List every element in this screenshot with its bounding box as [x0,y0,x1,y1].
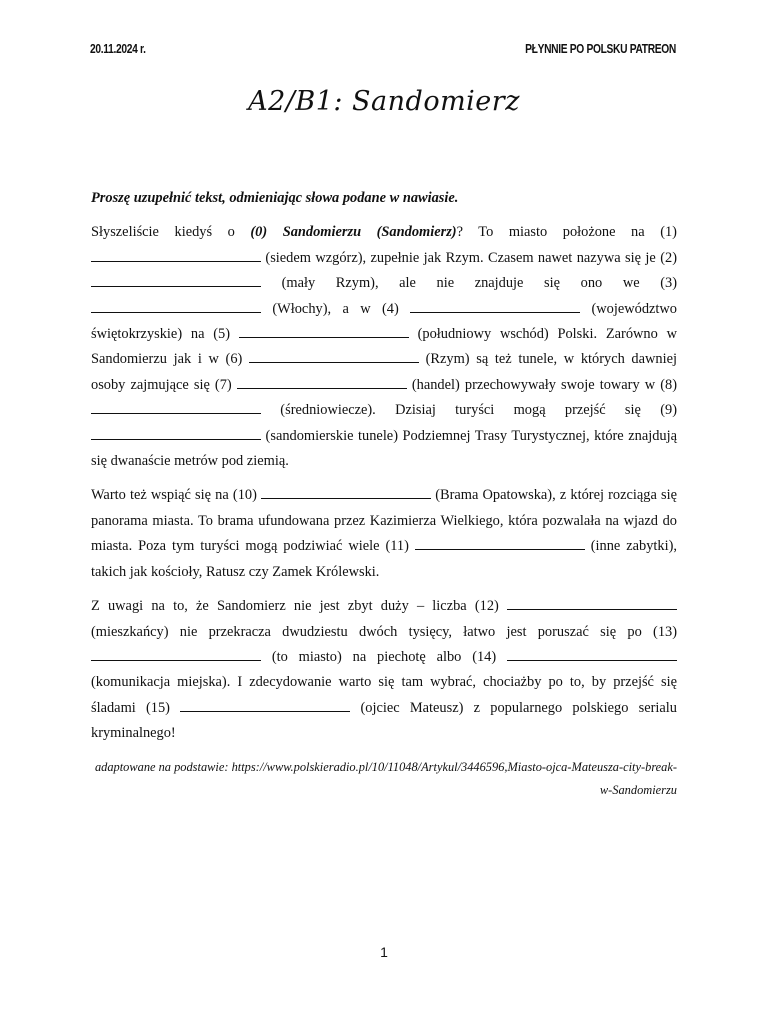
text-segment: (komunikacja miejska). I zdecydowanie warto się tam wybrać, chociażby po to, by przejść się śladami (15) [91,674,677,716]
text-segment: (Rzym) są też tunele, w których dawniej osoby zajmujące się (7) [91,351,677,393]
worksheet-body [91,186,677,802]
text-segment: (ojciec Mateusz) z popularnego polskiego serialu kryminalnego! [91,699,677,742]
blank-2[interactable] [91,274,261,287]
paragraph-3 [91,594,677,746]
blank-9[interactable] [91,427,261,440]
text-segment: ? To miasto położone na (1) [456,224,677,241]
text-segment: (mieszkańcy) nie przekracza dwudziestu dwóch tysięcy, łatwo jest poruszać się po (13) [91,623,677,640]
text-segment: (średniowiecze). Dzisiaj turyści mogą przejść się (9) [261,402,677,419]
text-segment: (południowy wschód) Polski. Zarówno w Sandomierzu jak i w (6) [91,326,677,368]
blank-12[interactable] [507,597,677,610]
header-brand: PŁYNNIE PO POLSKU PATREON [525,42,676,56]
example-answer: (0) Sandomierzu (Sandomierz) [250,224,457,241]
instruction: Proszę uzupełnić tekst, odmieniając słowa podane w nawiasie. [91,190,459,206]
blank-13[interactable] [91,648,261,661]
blank-15[interactable] [180,699,350,712]
text-segment: (sandomierskie tunele) Podziemnej Trasy Turystycznej, które znajdują się dwanaście metrów pod ziemią. [91,427,677,470]
text-segment: (Włochy), a w (4) [261,300,411,317]
text-segment: (Brama Opatowska), z której rozciąga się panorama miasta. To brama ufundowana przez Kazimierza Wielkiego, która pozwalała na wjazd do miasta. Poza tym turyści mogą podziwiać wiele (11) [91,487,677,555]
blank-1[interactable] [91,249,261,262]
blank-11[interactable] [415,537,585,550]
text-segment: (województwo świętokrzyskie) na (5) [91,300,677,343]
header-date: 20.11.2024 r. [90,42,146,56]
blank-6[interactable] [249,350,419,363]
blank-3[interactable] [91,300,261,313]
blank-10[interactable] [261,486,431,499]
paragraph-2 [91,483,677,585]
page-title: A2/B1: Sandomierz [248,86,520,117]
blank-14[interactable] [507,648,677,661]
blank-5[interactable] [239,325,409,338]
blank-7[interactable] [237,376,407,389]
paragraph-1 [91,220,677,474]
text-segment: (siedem wzgórz), zupełnie jak Rzym. Czasem nawet nazywa się je (2) [261,249,677,266]
text-segment: (handel) przechowywały swoje towary w (8) [406,376,677,393]
text-segment: (to miasto) na piechotę albo (14) [261,648,507,665]
text-segment: Z uwagi na to, że Sandomierz nie jest zbyt duży – liczba (12) [91,598,507,615]
page-number: 1 [380,944,388,960]
blank-8[interactable] [91,401,261,414]
source-attribution: adaptowane na podstawie: https://www.polskieradio.pl/10/11048/Artykul/3446596,Miasto-ojca-Mateusza-city-break-w-Sandomierzu [94,759,677,797]
text-segment: Słyszeliście kiedyś o [91,224,251,241]
text-segment: (mały Rzym), ale nie znajduje się ono we (3) [261,275,677,292]
blank-4[interactable] [410,300,580,313]
text-segment: Warto też wspiąć się na (10) [91,487,262,504]
text-segment: (inne zabytki), takich jak kościoły, Ratusz czy Zamek Królewski. [91,538,677,580]
